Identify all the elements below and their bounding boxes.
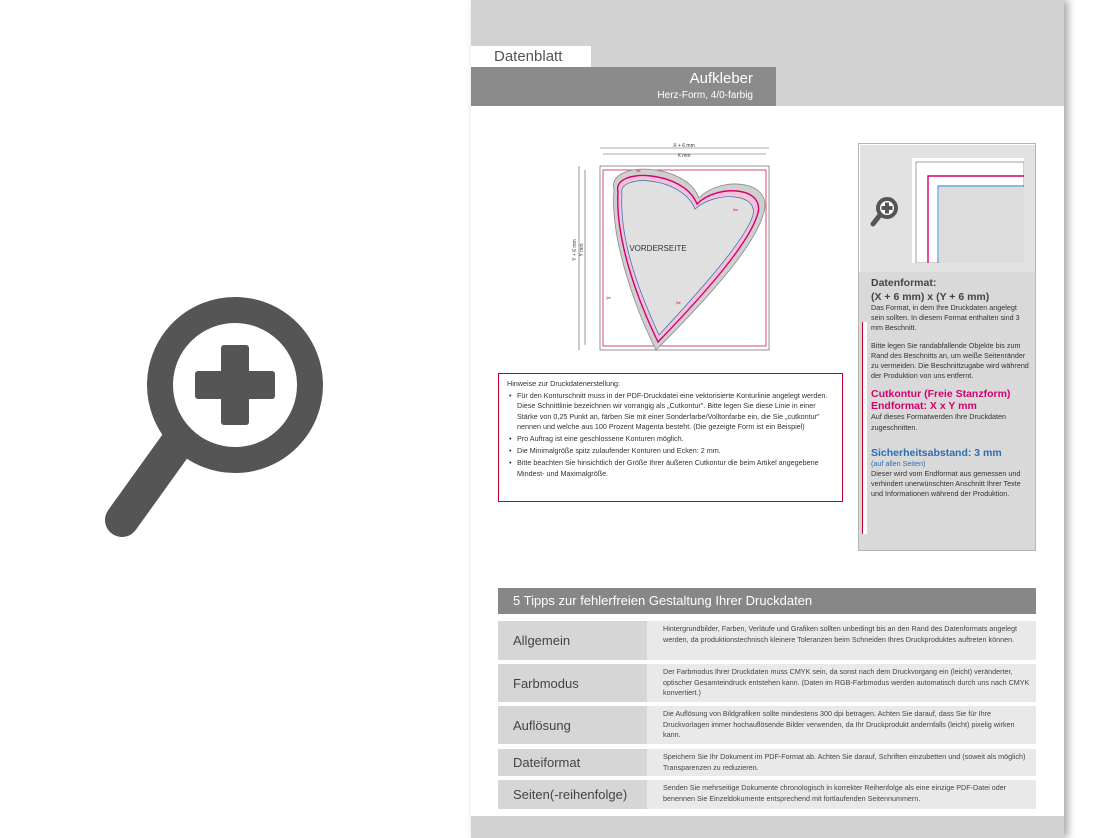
format-value: (X + 6 mm) x (Y + 6 mm) <box>871 291 990 303</box>
safety-margin-sub: (auf allen Seiten) <box>871 458 926 468</box>
tip-text: Senden Sie mehrseitige Dokumente chronologisch in korrekter Reihenfolge als eine einzige PDF-Datei oder benennen Sie Einzeldokumente entsprechend mit fortlaufenden Seitennummern. <box>663 783 1007 803</box>
cut-contour-text: Auf dieses Formatwerden Ihre Druckdaten zugeschnitten. <box>871 412 1007 432</box>
product-subtitle: Herz-Form, 4/0-farbig <box>657 90 753 101</box>
format-heading: Datenformat: <box>871 277 937 289</box>
datasheet-page <box>471 0 1064 838</box>
footer-band <box>471 816 1064 838</box>
tip-text: Hintergrundbilder, Farben, Verläufe und Grafiken sollten unbedingt bis an den Rand des Datenformats angelegt werden, da produktionstechnisch kleinere Toleranzen beim Schneiden Ihres Druckproduktes auftreten können. <box>663 624 1018 644</box>
hint-item: • Pro Auftrag ist eine geschlossene Konturen möglich. <box>513 434 834 444</box>
tip-row <box>498 706 1036 744</box>
tip-label: Allgemein <box>498 621 647 660</box>
tip-row <box>498 664 1036 702</box>
safety-margin-text: Dieser wird vom Endformat aus gemessen und verhindert unerwünschten Anschnitt Ihrer Texte und Informationen während der Produktion. <box>871 469 1021 499</box>
bleed-corner-illustration <box>912 158 1024 263</box>
product-title-bar <box>471 67 776 106</box>
print-data-hints-box <box>498 373 843 502</box>
svg-text:✂: ✂ <box>606 295 612 302</box>
safety-margin-heading: Sicherheitsabstand: 3 mm <box>871 446 1002 459</box>
corner-detail-preview <box>860 145 1035 272</box>
zoom-in-icon[interactable] <box>870 195 900 227</box>
hints-title: Hinweise zur Druckdatenerstellung: <box>507 379 621 388</box>
hint-item: • Für den Konturschnitt muss in der PDF-Druckdatei eine vektorisierte Konturlinie angelegt werden. Diese Schnittlinie bezeichnen wir vorrangig als „Cutkontur". Bitte legen Sie diese Linie in einer Stärke von 0,25 Punkt an, färben Sie mit einer Sonderfarbe/Volltonfarbe ein, die Sie „cutkontur" nennen und welche aus 100 Prozent Magenta besteht. (Die gezeigte Form ist ein Beispiel) <box>513 391 834 432</box>
hint-item: • Die Minimalgröße spitz zulaufender Konturen und Ecken: 2 mm. <box>513 446 834 456</box>
tip-row <box>498 780 1036 809</box>
cut-contour-heading: Cutkontur (Freie Stanzform) <box>871 388 1011 401</box>
dim-y-outer: Y + 6 mm <box>572 239 578 261</box>
svg-text:✂: ✂ <box>733 207 739 214</box>
svg-text:✂: ✂ <box>636 168 642 175</box>
tip-row <box>498 749 1036 776</box>
dim-x-inner: X mm <box>677 153 691 159</box>
heart-sticker-diagram <box>566 140 786 355</box>
datasheet-label: Datenblatt <box>471 46 591 67</box>
tip-label: Dateiformat <box>498 749 647 776</box>
cut-contour-value: Endformat: X x Y mm <box>871 400 977 413</box>
format-text: Das Format, in dem Ihre Druckdaten angelegt sein sollten. In diesem Format enthalten sind 3 mm Beschnitt. <box>871 303 1020 333</box>
tip-label: Seiten(-reihenfolge) <box>498 780 647 809</box>
tip-row <box>498 621 1036 660</box>
zoom-in-magnifier-icon[interactable] <box>100 290 340 550</box>
front-side-label: VORDERSEITE <box>629 244 687 253</box>
svg-text:✂: ✂ <box>676 300 682 307</box>
tip-text: Speichern Sie Ihr Dokument im PDF-Format ab. Achten Sie darauf, Schriften einzubetten und (soweit als möglich) Transparenzen zu reduzieren. <box>663 752 1026 772</box>
hints-list <box>507 391 834 479</box>
tip-label: Auflösung <box>498 706 647 744</box>
tip-text: Der Farbmodus Ihrer Druckdaten muss CMYK sein, da sonst nach dem Druckvorgang ein (leicht) veränderter, optischer Gesamteindruck entstehen kann. (Daten im RGB-Farbmodus werden automatisch durch uns nach CMYK konvertiert.) <box>663 667 1030 697</box>
product-title: Aufkleber <box>689 70 753 87</box>
format-info-panel <box>858 143 1036 551</box>
dim-y-inner: Y mm <box>579 243 585 257</box>
hint-item: • Bitte beachten Sie hinsichtlich der Größe Ihrer äußeren Cutkontur die beim Artikel angegebene Mindest- und Maximalgröße. <box>513 458 834 478</box>
bleed-text: Bitte legen Sie randabfallende Objekte bis zum Rand des Beschnitts an, um weiße Seitenränder zu vermeiden. Die Beschnittzugabe wird während der Produktion von uns entfernt. <box>871 340 1029 381</box>
format-info-text <box>859 272 1035 550</box>
tip-text: Die Auflösung von Bildgrafiken sollte mindestens 300 dpi betragen. Achten Sie darauf, dass Sie für Ihre Druckvorlagen immer hochauflösende Bilder verwenden, da Ihr Druckprodukt andernfalls (leicht) pixelig wirken kann. <box>663 709 1015 739</box>
tip-label: Farbmodus <box>498 664 647 702</box>
tips-heading: 5 Tipps zur fehlerfreien Gestaltung Ihrer Druckdaten <box>498 588 1036 614</box>
dim-x-outer: X + 6 mm <box>673 143 695 149</box>
